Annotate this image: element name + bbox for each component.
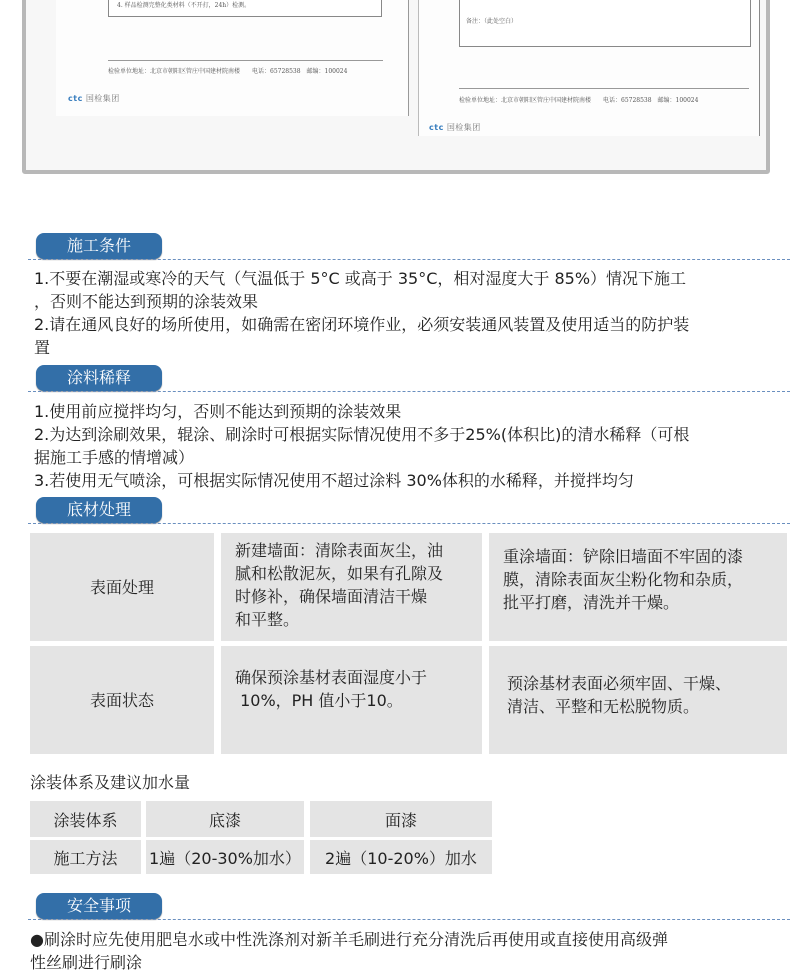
report-address: 检验单位地址：北京市朝阳区管庄中国建材院南楼 电话：65728538 邮编：100024 <box>108 68 348 75</box>
section-title: 涂料稀释 <box>36 365 162 391</box>
cell-line: 新建墙面：清除表面灰尘，油 <box>235 541 444 560</box>
paragraph-line: 据施工手感的情增减） <box>34 448 195 467</box>
dashed-divider <box>28 919 790 920</box>
divider <box>108 60 383 61</box>
section-header-safety <box>28 893 790 921</box>
section-title: 安全事项 <box>36 893 162 919</box>
table-cell <box>489 533 787 641</box>
report-page-left <box>56 0 409 116</box>
section-title: 底材处理 <box>36 497 162 523</box>
cell-line: 10%，PH 值小于10。 <box>235 691 403 710</box>
section-header-construction <box>28 233 790 261</box>
ctc-logo: ctc 国检集团 <box>68 94 120 103</box>
paragraph-line: 1.使用前应搅拌均匀，否则不能达到预期的涂装效果 <box>34 402 402 421</box>
cell-line: 批平打磨，清洗并干燥。 <box>503 593 680 612</box>
paragraph-line: 性丝刷进行刷涂 <box>30 953 143 972</box>
table-header: 底漆 <box>146 801 304 837</box>
cell-line: 腻和松散泥灰，如果有孔隙及 <box>235 564 444 583</box>
paragraph-line: 3.若使用无气喷涂，可根据实际情况使用不超过涂料 30%体积的水稀释，并搅拌均匀 <box>34 471 634 490</box>
paragraph-line: ，否则不能达到预期的涂装效果 <box>34 292 259 311</box>
construction-text <box>34 267 779 359</box>
table-row-label: 表面处理 <box>30 533 214 641</box>
table-cell: 施工方法 <box>30 840 141 874</box>
table-header: 涂装体系 <box>30 801 141 837</box>
cell-line: 重涂墙面：铲除旧墙面不牢固的漆 <box>503 547 744 566</box>
dashed-divider <box>28 259 790 260</box>
section-title: 施工条件 <box>36 233 162 259</box>
cell-line: 预涂基材表面必须牢固、干燥、 <box>507 674 732 693</box>
table-cell: 2遍（10-20%）加水 <box>310 840 492 874</box>
cell-line: 膜，清除表面灰尘粉化物和杂质， <box>503 570 744 589</box>
report-remark-box <box>459 0 751 47</box>
report-note: 4. 样品检测完整化类材料（不开打，24h）检测。 <box>117 2 251 9</box>
divider <box>459 88 749 89</box>
table-cell <box>221 533 482 641</box>
cell-line: 和平整。 <box>235 610 300 629</box>
report-address: 检验单位地址：北京市朝阳区管庄中国建材院南楼 电话：65728538 邮编：100024 <box>459 97 699 104</box>
table-cell <box>221 646 482 754</box>
table-row-label: 表面状态 <box>30 646 214 754</box>
report-table-box <box>108 0 382 17</box>
paragraph-line: ●刷涂时应先使用肥皂水或中性洗涤剂对新羊毛刷进行充分清洗后再使用或直接使用高级弹 <box>30 930 668 949</box>
paragraph-line: 1.不要在潮湿或寒冷的天气（气温低于 5°C 或高于 35°C，相对湿度大于 85%）情况下施工 <box>34 269 687 288</box>
dilution-text <box>34 400 779 492</box>
paragraph-line: 2.为达到涂刷效果，辊涂、刷涂时可根据实际情况使用不多于25%(体积比)的清水稀释（可根 <box>34 425 690 444</box>
report-page-right <box>418 0 760 136</box>
table-cell <box>489 646 787 754</box>
section-header-dilution <box>28 365 790 393</box>
dashed-divider <box>28 391 790 392</box>
cell-line: 确保预涂基材表面湿度小于 <box>235 668 428 687</box>
coating-system-title: 涂装体系及建议加水量 <box>30 773 191 792</box>
dashed-divider <box>28 523 790 524</box>
paragraph-line: 置 <box>34 338 51 357</box>
table-header: 面漆 <box>310 801 492 837</box>
test-report-image <box>22 0 770 174</box>
cell-line: 时修补，确保墙面清洁干燥 <box>235 587 428 606</box>
report-remark: 备注：（此处空白） <box>466 18 518 25</box>
section-header-substrate <box>28 497 790 525</box>
ctc-logo: ctc 国检集团 <box>429 123 481 132</box>
paragraph-line: 2.请在通风良好的场所使用，如确需在密闭环境作业，必须安装通风装置及使用适当的防护装 <box>34 315 690 334</box>
safety-text <box>30 928 770 974</box>
table-cell: 1遍（20-30%加水） <box>146 840 304 874</box>
cell-line: 清洁、平整和无松脱物质。 <box>507 697 700 716</box>
